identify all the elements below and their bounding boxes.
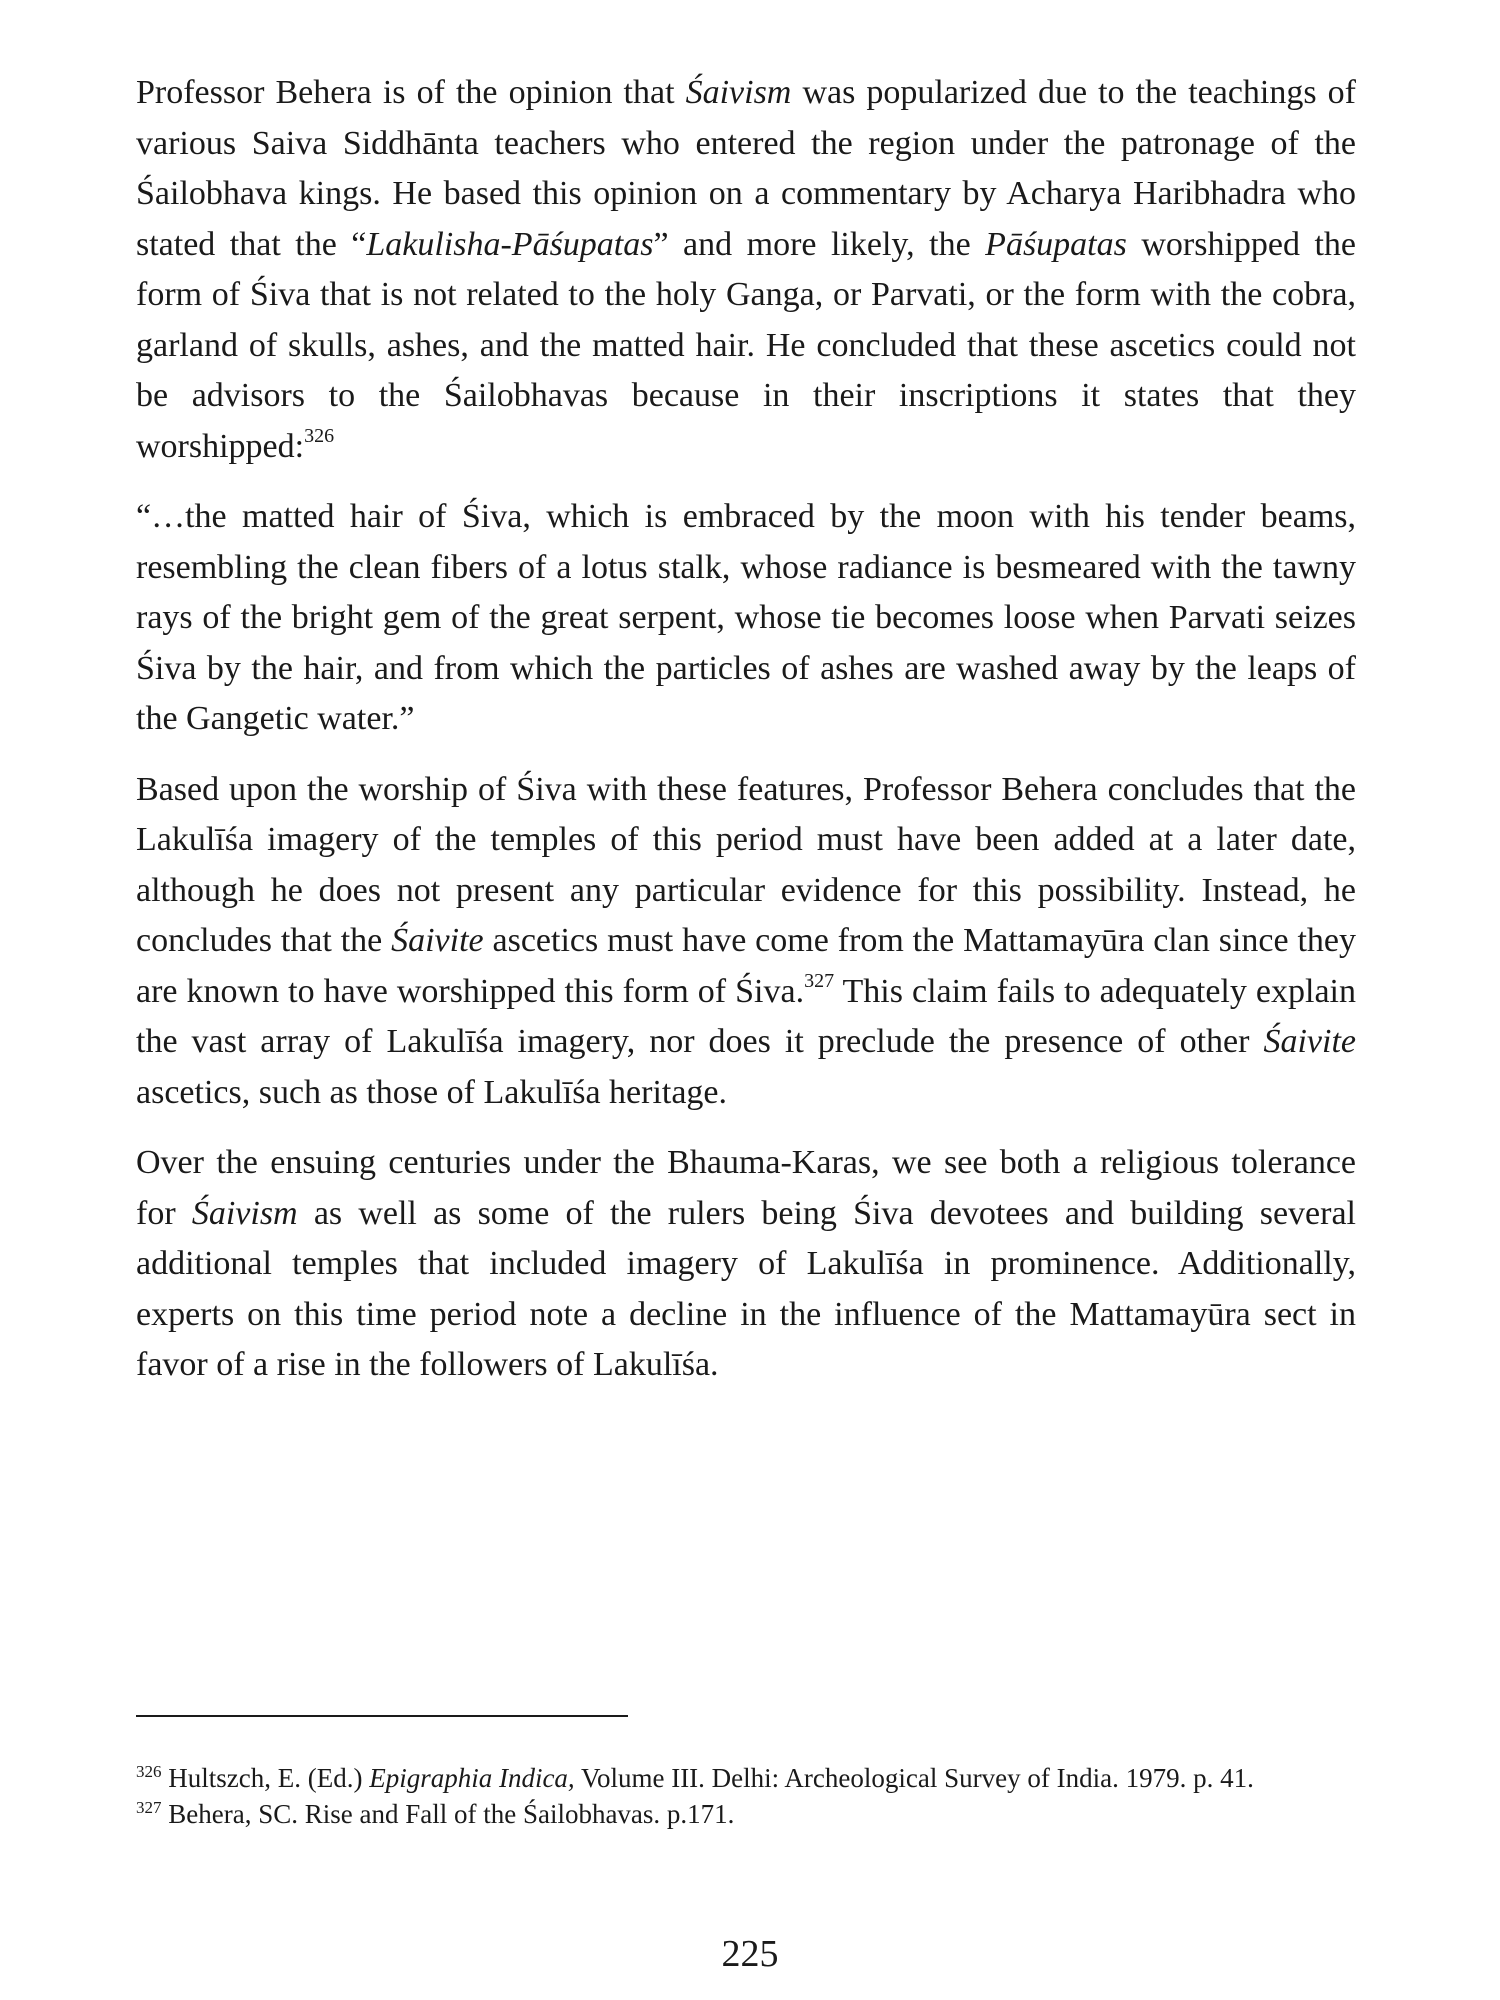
p1-text-1: Professor Behera is of the opinion that: [136, 74, 686, 111]
p3-text-3: This claim fails to adequately explain the vast array of Lakulīśa imagery, nor does it preclude the presence of other: [136, 972, 1356, 1060]
page-number: 225: [721, 1933, 779, 1975]
p3-text-4: ascetics, such as those of Lakulīśa heritage.: [136, 1073, 728, 1111]
footnote-divider: [136, 1715, 628, 1717]
p4-text-1: Over the ensuing centuries under the Bhauma-Karas, we see both a religious tolerance for: [136, 1144, 1356, 1232]
p3-italic-saivite-1: Śaivite: [391, 922, 484, 959]
p3-italic-saivite-2: Śaivite: [1263, 1023, 1356, 1060]
p1-text-2: was popularized due to the teachings of various Saiva Siddhānta teachers who entered the region under the patronage of the Śailobhava kings. He based this opinion on a commentary by Acharya Haribhadra who stated that the “: [136, 74, 1357, 263]
p1-text-3: ” and more likely, the: [653, 225, 986, 263]
paragraph-1: [136, 68, 1356, 472]
footnote-ref-327[interactable]: 327: [804, 970, 835, 993]
p3-text-1: Based upon the worship of Śiva with these features, Professor Behera concludes that the Lakulīśa imagery of the temples of this period must have been added at a later date, although he does not present any particular evidence for this possibility. Instead, he concludes that the: [136, 770, 1356, 959]
p4-italic-saivism: Śaivism: [191, 1194, 298, 1232]
p1-italic-pasupatas: Pāśupatas: [985, 225, 1127, 263]
footnote-ref-326[interactable]: 326: [304, 425, 335, 448]
p1-italic-saivism: Śaivism: [685, 74, 792, 111]
footnote-326: [136, 1760, 1356, 1796]
p3-text-2: ascetics must have come from the Mattamayūra clan since they are known to have worshipped this form of Śiva.: [136, 922, 1356, 1010]
footnote-327-text: Behera, SC. Rise and Fall of the Śailobhavas. p.171.: [161, 1799, 735, 1829]
footnote-327-number: 327: [136, 1798, 162, 1817]
p4-text-2: as well as some of the rulers being Śiva devotees and building several additional temples that included imagery of Lakulīśa in prominence. Additionally, experts on this time period note a decline in the influence of the Mattamayūra sect in favor of a rise in the followers of Lakulīśa.: [136, 1194, 1356, 1383]
footnotes: [136, 1760, 1356, 1832]
quotation-paragraph: [136, 492, 1356, 745]
footnote-327: [136, 1796, 1356, 1832]
p1-italic-lakulisha: Lakulisha-Pāśupatas: [366, 225, 654, 263]
page-body: [136, 68, 1356, 1411]
paragraph-4: [136, 1138, 1356, 1391]
quote-text: “…the matted hair of Śiva, which is embraced by the moon with his tender beams, resembling the clean fibers of a lotus stalk, whose radiance is besmeared with the tawny rays of the bright gem of the great serpent, whose tie becomes loose when Parvati seizes Śiva by the hair, and from which the particles of ashes are washed away by the leaps of the Gangetic water.”: [136, 498, 1356, 737]
footnote-326-number: 326: [136, 1762, 162, 1781]
footnote-326-text-1: Hultszch, E. (Ed.): [161, 1763, 370, 1793]
p1-text-4: worshipped the form of Śiva that is not related to the holy Ganga, or Parvati, or the form with the cobra, garland of skulls, ashes, and the matted hair. He concluded that these ascetics could not be advisors to the Śailobhavas because in their inscriptions it states that they worshipped:: [136, 225, 1356, 465]
footnote-326-title: Epigraphia Indica,: [369, 1763, 575, 1793]
paragraph-3: [136, 765, 1356, 1119]
footnote-326-text-2: Volume III. Delhi: Archeological Survey of India. 1979. p. 41.: [574, 1763, 1254, 1793]
